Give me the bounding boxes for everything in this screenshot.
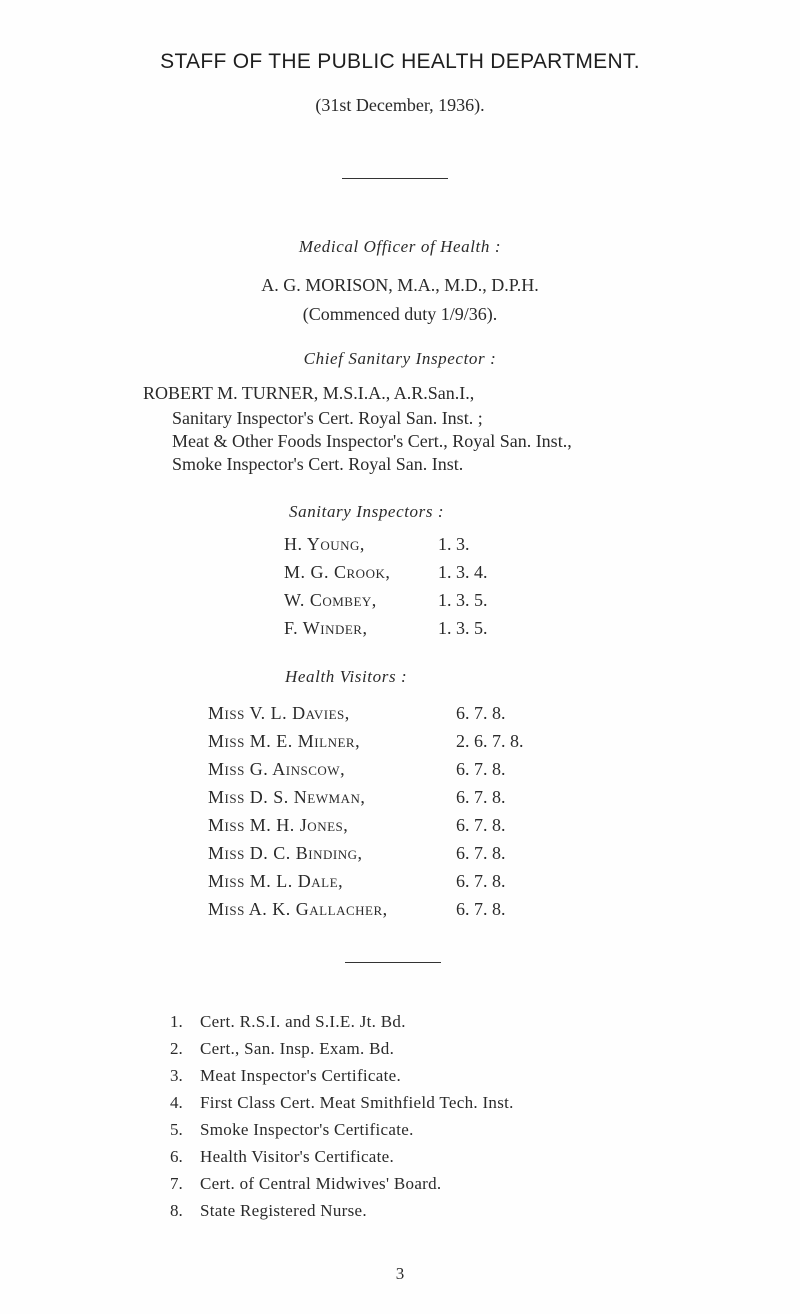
chief-inspector-qual: Smoke Inspector's Cert. Royal San. Inst. <box>172 454 464 474</box>
visitor-name: Miss V. L. Davies, <box>208 703 350 723</box>
medical-officer-label: Medical Officer of Health : <box>298 237 502 256</box>
visitor-refs: 6. 7. 8. <box>456 815 506 835</box>
chief-inspector-name: ROBERT M. TURNER, M.S.I.A., A.R.San.I., <box>143 383 475 403</box>
footnote-text: Cert., San. Insp. Exam. Bd. <box>200 1039 395 1058</box>
inspector-name: M. G. Crook, <box>284 562 391 582</box>
inspector-refs: 1. 3. 5. <box>438 618 488 638</box>
visitor-refs: 6. 7. 8. <box>456 899 506 919</box>
page-number: 3 <box>395 1264 405 1283</box>
inspector-name: F. Winder, <box>284 618 368 638</box>
visitor-name: Miss M. L. Dale, <box>208 871 344 891</box>
footnote-text: First Class Cert. Meat Smithfield Tech. Inst. <box>200 1093 514 1112</box>
footnote-number: 7. <box>170 1174 183 1193</box>
report-date: (31st December, 1936). <box>315 95 485 115</box>
divider-top <box>342 178 448 179</box>
footnote-number: 1. <box>170 1012 183 1031</box>
visitor-refs: 6. 7. 8. <box>456 759 506 779</box>
footnote-number: 3. <box>170 1066 183 1085</box>
visitor-refs: 6. 7. 8. <box>456 703 506 723</box>
footnote-text: Cert. R.S.I. and S.I.E. Jt. Bd. <box>200 1012 406 1031</box>
footnote-number: 6. <box>170 1147 183 1166</box>
inspector-refs: 1. 3. 5. <box>438 590 488 610</box>
footnote-text: Meat Inspector's Certificate. <box>200 1066 402 1085</box>
inspector-refs: 1. 3. <box>438 534 470 554</box>
divider-bottom <box>345 962 441 963</box>
inspector-name: W. Combey, <box>284 590 377 610</box>
health-visitors-label: Health Visitors : <box>285 667 408 686</box>
visitor-name: Miss D. S. Newman, <box>208 787 366 807</box>
visitor-refs: 2. 6. 7. 8. <box>456 731 524 751</box>
visitor-refs: 6. 7. 8. <box>456 843 506 863</box>
medical-officer-note: (Commenced duty 1/9/36). <box>302 304 498 324</box>
visitor-name: Miss M. E. Milner, <box>208 731 361 751</box>
visitor-name: Miss A. K. Gallacher, <box>208 899 388 919</box>
visitor-refs: 6. 7. 8. <box>456 787 506 807</box>
footnote-number: 2. <box>170 1039 183 1058</box>
footnote-text: Health Visitor's Certificate. <box>200 1147 395 1166</box>
inspector-refs: 1. 3. 4. <box>438 562 488 582</box>
page-title: STAFF OF THE PUBLIC HEALTH DEPARTMENT. <box>160 50 640 73</box>
footnote-number: 8. <box>170 1201 183 1220</box>
chief-inspector-label: Chief Sanitary Inspector : <box>303 349 497 368</box>
visitor-refs: 6. 7. 8. <box>456 871 506 891</box>
visitor-name: Miss G. Ainscow, <box>208 759 346 779</box>
footnote-text: Smoke Inspector's Certificate. <box>200 1120 414 1139</box>
inspector-name: H. Young, <box>284 534 365 554</box>
sanitary-inspectors-label: Sanitary Inspectors : <box>289 502 445 521</box>
chief-inspector-qual: Meat & Other Foods Inspector's Cert., Royal San. Inst., <box>172 431 572 451</box>
visitor-name: Miss M. H. Jones, <box>208 815 349 835</box>
footnote-text: State Registered Nurse. <box>200 1201 367 1220</box>
medical-officer-name: A. G. MORISON, M.A., M.D., D.P.H. <box>261 275 539 295</box>
visitor-name: Miss D. C. Binding, <box>208 843 363 863</box>
footnote-number: 4. <box>170 1093 183 1112</box>
footnote-number: 5. <box>170 1120 183 1139</box>
chief-inspector-qual: Sanitary Inspector's Cert. Royal San. Inst. ; <box>172 408 483 428</box>
footnote-text: Cert. of Central Midwives' Board. <box>200 1174 442 1193</box>
